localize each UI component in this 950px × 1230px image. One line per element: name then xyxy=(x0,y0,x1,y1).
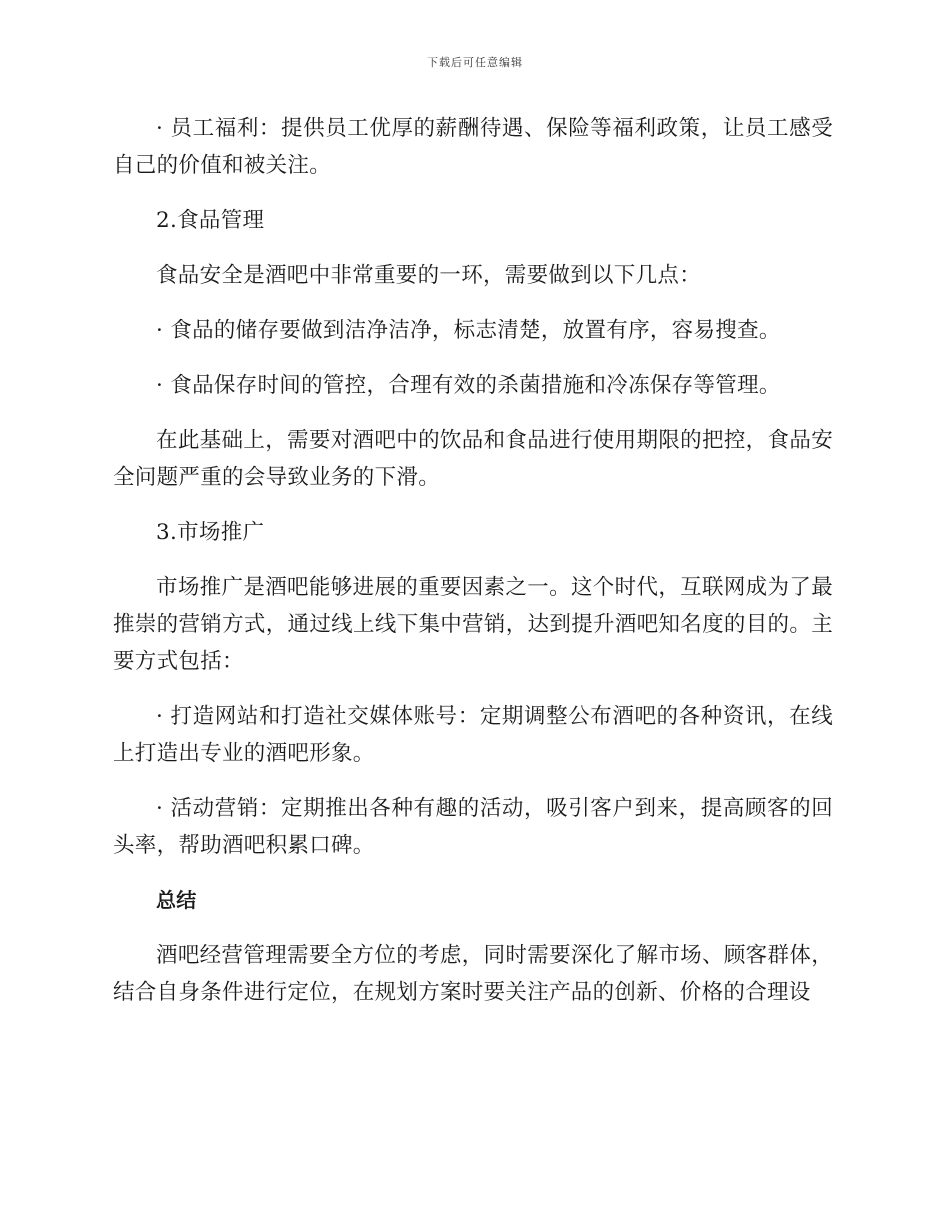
paragraph-summary: 酒吧经营管理需要全方位的考虑，同时需要深化了解市场、顾客群体，结合自身条件进行定位，在规划方案时要关注产品的创新、价格的合理设 xyxy=(113,943,833,1005)
page-header: 下载后可任意编辑 xyxy=(427,56,523,69)
paragraph-shelf-life-control: 在此基础上，需要对酒吧中的饮品和食品进行使用期限的把控，食品安全问题严重的会导致业务的下滑。 xyxy=(113,428,833,490)
paragraph-food-safety-intro: 食品安全是酒吧中非常重要的一环，需要做到以下几点： xyxy=(156,263,702,288)
paragraph-food-preservation: · 食品保存时间的管控，合理有效的杀菌措施和冷冻保存等管理。 xyxy=(156,373,781,398)
paragraph-food-storage: · 食品的储存要做到洁净洁净，标志清楚，放置有序，容易搜查。 xyxy=(156,318,781,343)
paragraph-employee-benefits: · 员工福利：提供员工优厚的薪酬待遇、保险等福利政策，让员工感受自己的价值和被关注。 xyxy=(113,116,833,178)
section-heading-summary: 总结 xyxy=(156,888,197,912)
paragraph-website-social-media: · 打造网站和打造社交媒体账号：定期调整公布酒吧的各种资讯，在线上打造出专业的酒吧形象。 xyxy=(113,704,833,766)
section-heading-marketing: 3.市场推广 xyxy=(156,520,265,545)
section-heading-food-management: 2.食品管理 xyxy=(156,208,265,233)
document-body xyxy=(113,110,833,1029)
paragraph-marketing-intro: 市场推广是酒吧能够进展的重要因素之一。这个时代，互联网成为了最推崇的营销方式，通过线上线下集中营销，达到提升酒吧知名度的目的。主要方式包括： xyxy=(113,575,833,674)
paragraph-event-marketing: · 活动营销：定期推出各种有趣的活动，吸引客户到来，提高顾客的回头率，帮助酒吧积累口碑。 xyxy=(113,796,833,858)
